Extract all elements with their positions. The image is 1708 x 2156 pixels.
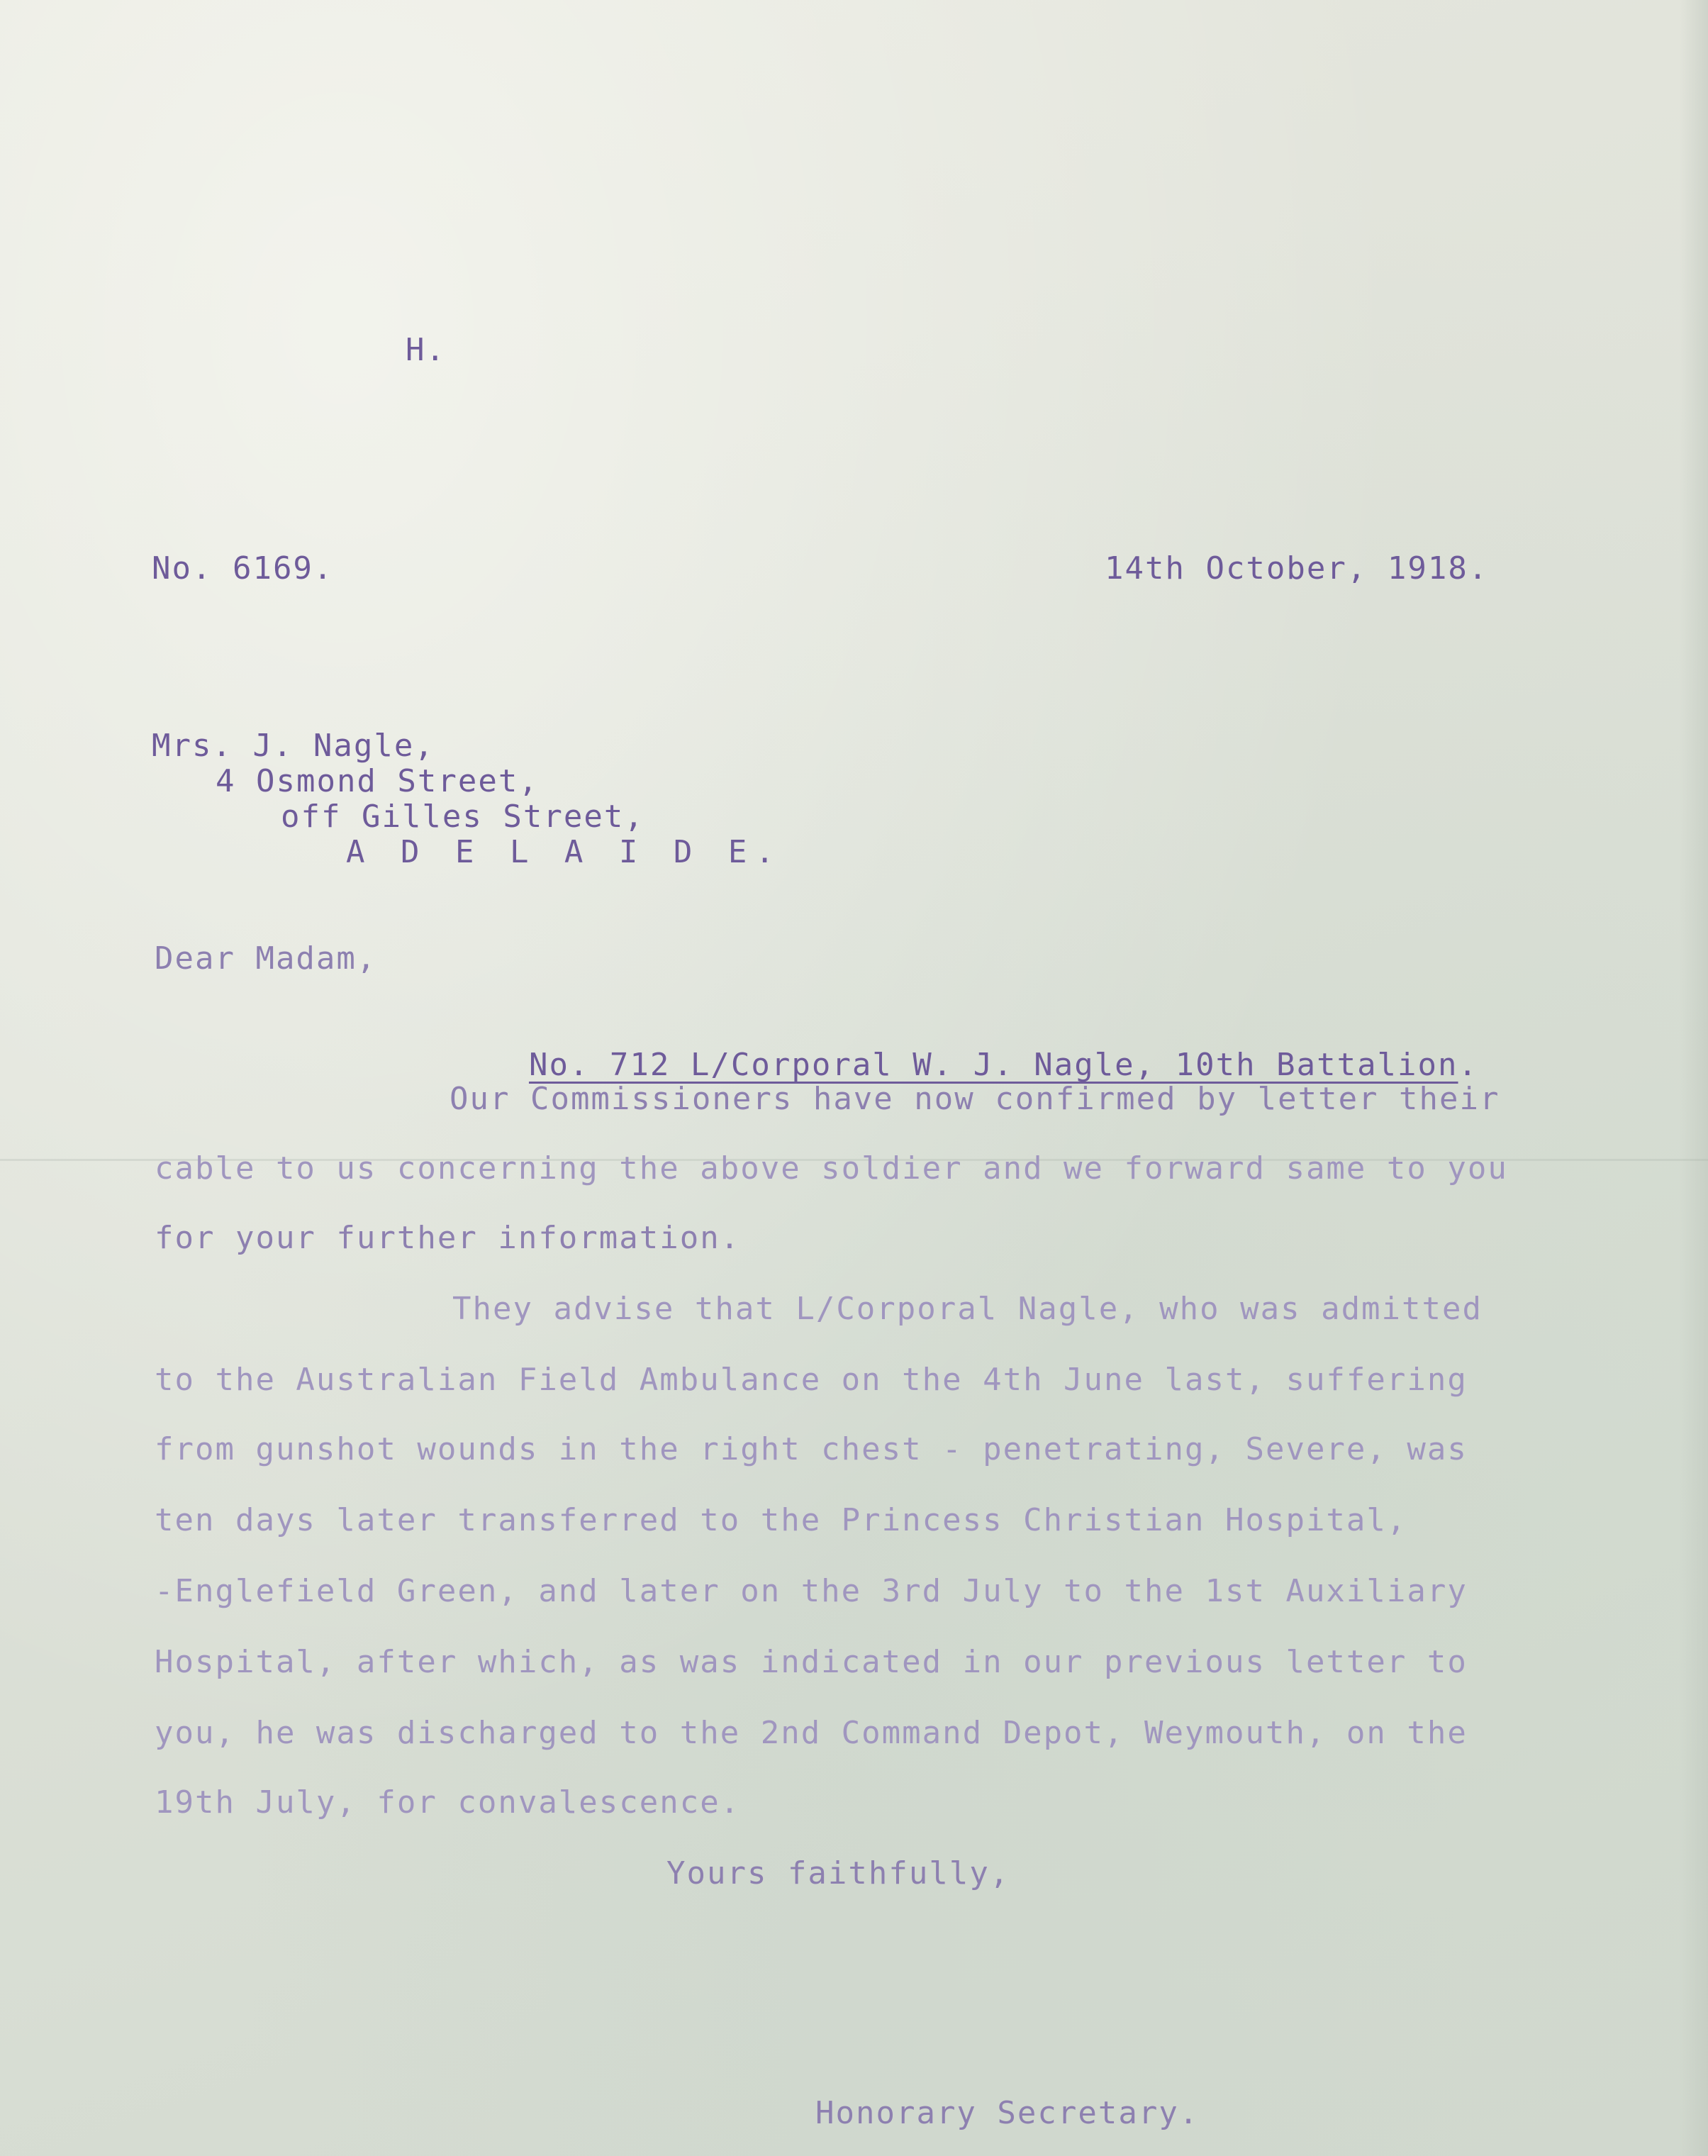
body-line: Our Commissioners have now confirmed by letter their xyxy=(450,1081,1500,1117)
recipient-city: A D E L A I D E. xyxy=(346,834,783,870)
recipient-locality: off Gilles Street, xyxy=(281,799,644,835)
body-line: -Englefield Green, and later on the 3rd July to the 1st Auxiliary xyxy=(155,1573,1468,1609)
salutation: Dear Madam, xyxy=(155,940,377,977)
recipient-street: 4 Osmond Street, xyxy=(216,763,539,799)
body-line: ten days later transferred to the Princess Christian Hospital, xyxy=(155,1502,1407,1538)
body-line: Hospital, after which, as was indicated in our previous letter to xyxy=(155,1644,1468,1680)
signatory-title: Honorary Secretary. xyxy=(815,2095,1200,2131)
closing: Yours faithfully, xyxy=(666,1855,1010,1891)
paper-edge-shading xyxy=(1680,0,1708,2156)
subject-text: No. 712 L/Corporal W. J. Nagle, 10th Battalion xyxy=(528,1047,1458,1083)
body-line: cable to us concerning the above soldier and we forward same to you xyxy=(155,1150,1508,1187)
recipient-name: Mrs. J. Nagle, xyxy=(152,728,435,764)
body-line: to the Australian Field Ambulance on the 4th June last, suffering xyxy=(155,1362,1468,1398)
subject-period: . xyxy=(1458,1047,1479,1083)
reference-number: No. 6169. xyxy=(152,550,334,587)
body-line: 19th July, for convalescence. xyxy=(155,1784,741,1821)
body-line: from gunshot wounds in the right chest - penetrating, Severe, was xyxy=(155,1431,1468,1467)
body-line: for your further information. xyxy=(155,1220,741,1256)
letter-date: 14th October, 1918. xyxy=(1105,550,1489,587)
file-mark: H. xyxy=(406,332,446,368)
body-line: They advise that L/Corporal Nagle, who was admitted xyxy=(452,1291,1483,1327)
body-line: you, he was discharged to the 2nd Command Depot, Weymouth, on the xyxy=(155,1715,1468,1751)
